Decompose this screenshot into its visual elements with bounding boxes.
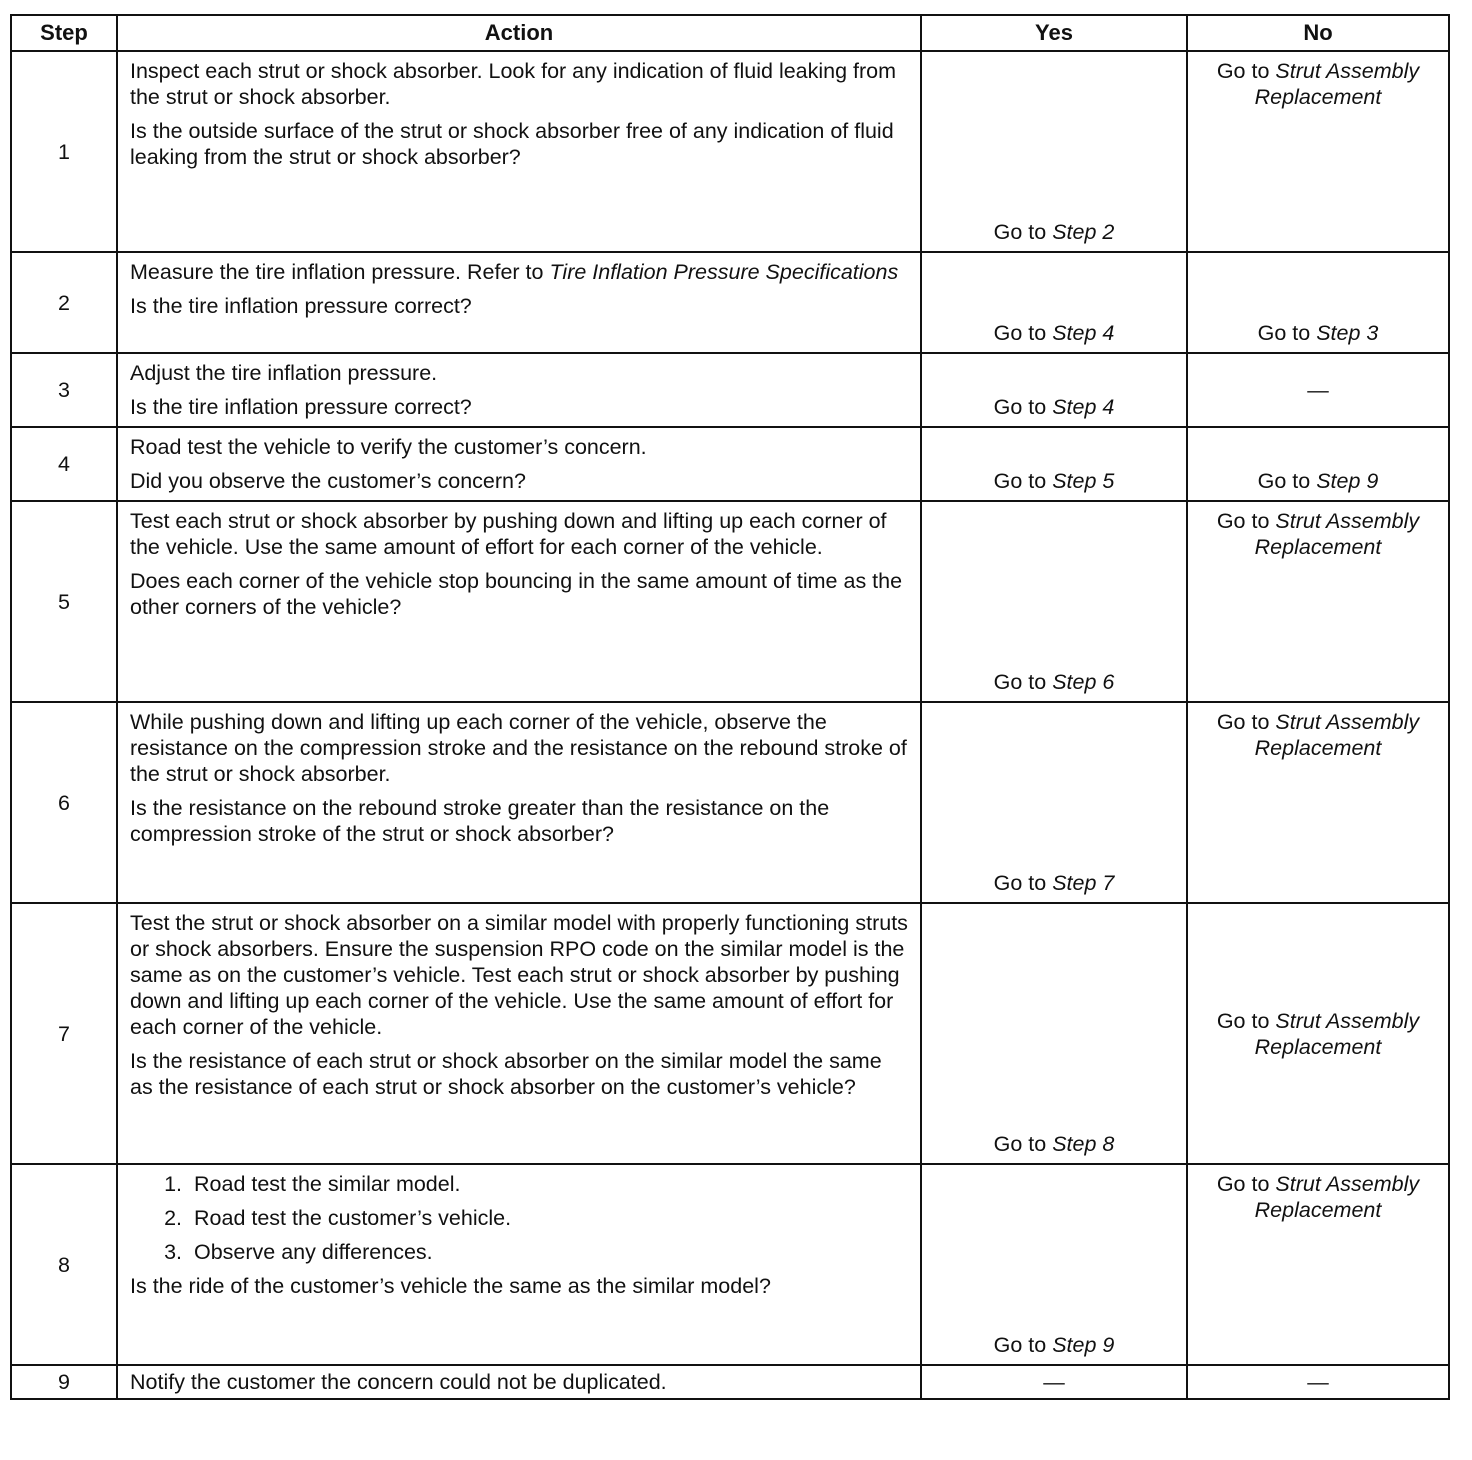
yes-step-link[interactable]: Step 2 bbox=[1052, 220, 1115, 244]
action-cell bbox=[117, 353, 921, 427]
action-instruction: Adjust the tire inflation pressure. bbox=[130, 361, 438, 385]
yes-prefix: Go to bbox=[993, 871, 1047, 895]
yes-step-link[interactable]: Step 9 bbox=[1052, 1333, 1115, 1357]
action-question: Is the outside surface of the strut or shock absorber free of any indication of fluid leaking from the strut or shock absorber? bbox=[130, 119, 894, 169]
list-item: 1. Road test the similar model. bbox=[188, 1171, 910, 1197]
step-number: 1 bbox=[11, 51, 117, 252]
header-yes: Yes bbox=[921, 15, 1187, 51]
step-number: 4 bbox=[11, 427, 117, 501]
step-number: 9 bbox=[11, 1365, 117, 1399]
no-cell bbox=[1187, 903, 1449, 1164]
spec-reference-link[interactable]: Tire Inflation Pressure Specifications bbox=[549, 260, 899, 284]
no-cell bbox=[1187, 427, 1449, 501]
no-cell bbox=[1187, 501, 1449, 702]
yes-cell bbox=[921, 501, 1187, 702]
yes-cell bbox=[921, 427, 1187, 501]
yes-cell bbox=[921, 903, 1187, 1164]
no-reference-link[interactable]: Strut Assembly Replacement bbox=[1254, 1008, 1420, 1059]
yes-cell bbox=[921, 51, 1187, 252]
step-number: 2 bbox=[11, 252, 117, 353]
no-step-link[interactable]: Step 9 bbox=[1316, 469, 1379, 493]
no-cell-empty: — bbox=[1187, 353, 1449, 427]
yes-prefix: Go to bbox=[993, 220, 1047, 244]
table-row bbox=[11, 427, 1449, 501]
action-instruction: Test the strut or shock absorber on a similar model with properly functioning struts or shock absorbers. Ensure the suspension RPO code on the similar model is the same as on the customer’s vehicle. Test each strut or shock absorber by pushing down and lifting up each corner of the vehicle. Use the same amount of effort for each corner of the vehicle. bbox=[130, 911, 908, 1039]
step-number: 5 bbox=[11, 501, 117, 702]
header-step: Step bbox=[11, 15, 117, 51]
no-cell bbox=[1187, 252, 1449, 353]
yes-cell bbox=[921, 353, 1187, 427]
action-cell bbox=[117, 903, 921, 1164]
table-row bbox=[11, 1164, 1449, 1365]
no-cell-empty: — bbox=[1187, 1365, 1449, 1399]
yes-prefix: Go to bbox=[993, 1132, 1047, 1156]
no-reference-link[interactable]: Strut Assembly Replacement bbox=[1254, 1172, 1420, 1222]
diagnostic-table-container bbox=[10, 14, 1448, 1400]
action-instruction bbox=[130, 259, 910, 285]
action-question: Is the tire inflation pressure correct? bbox=[130, 294, 472, 318]
table-row bbox=[11, 501, 1449, 702]
yes-step-link[interactable]: Step 4 bbox=[1052, 321, 1115, 345]
action-cell bbox=[117, 252, 921, 353]
action-question: Did you observe the customer’s concern? bbox=[130, 469, 526, 493]
yes-cell bbox=[921, 1164, 1187, 1365]
action-question: Does each corner of the vehicle stop bouncing in the same amount of time as the other corners of the vehicle? bbox=[130, 569, 903, 619]
action-instruction: Inspect each strut or shock absorber. Look for any indication of fluid leaking from the strut or shock absorber. bbox=[130, 59, 897, 109]
header-no: No bbox=[1187, 15, 1449, 51]
step-number: 7 bbox=[11, 903, 117, 1164]
yes-cell bbox=[921, 252, 1187, 353]
action-question: Is the resistance on the rebound stroke greater than the resistance on the compression stroke of the strut or shock absorber? bbox=[130, 796, 830, 846]
step-number: 3 bbox=[11, 353, 117, 427]
table-row bbox=[11, 702, 1449, 903]
no-reference-link[interactable]: Strut Assembly Replacement bbox=[1254, 509, 1420, 559]
yes-step-link[interactable]: Step 4 bbox=[1052, 395, 1115, 419]
action-cell bbox=[117, 51, 921, 252]
no-prefix: Go to bbox=[1216, 1172, 1270, 1196]
action-instruction: While pushing down and lifting up each corner of the vehicle, observe the resistance on the compression stroke and the resistance on the rebound stroke of the strut or shock absorber. bbox=[130, 710, 907, 786]
action-instruction: Notify the customer the concern could not be duplicated. bbox=[130, 1370, 667, 1394]
yes-prefix: Go to bbox=[993, 469, 1047, 493]
list-item: 3. Observe any differences. bbox=[188, 1239, 910, 1265]
table-row bbox=[11, 903, 1449, 1164]
yes-step-link[interactable]: Step 7 bbox=[1052, 871, 1115, 895]
action-cell bbox=[117, 1365, 921, 1399]
action-instruction: Test each strut or shock absorber by pushing down and lifting up each corner of the vehicle. Use the same amount of effort for each corner of the vehicle. bbox=[130, 509, 887, 559]
no-prefix: Go to bbox=[1216, 509, 1270, 533]
step-number: 8 bbox=[11, 1164, 117, 1365]
no-step-link[interactable]: Step 3 bbox=[1316, 321, 1379, 345]
yes-cell bbox=[921, 702, 1187, 903]
action-question: Is the resistance of each strut or shock absorber on the similar model the same as the resistance of each strut or shock absorber on the customer’s vehicle? bbox=[130, 1049, 882, 1099]
action-cell bbox=[117, 501, 921, 702]
no-prefix: Go to bbox=[1257, 321, 1311, 345]
header-row bbox=[11, 15, 1449, 51]
no-prefix: Go to bbox=[1216, 59, 1270, 83]
header-action: Action bbox=[117, 15, 921, 51]
no-prefix: Go to bbox=[1216, 710, 1270, 734]
table-row bbox=[11, 1365, 1449, 1399]
action-cell bbox=[117, 427, 921, 501]
action-cell bbox=[117, 702, 921, 903]
no-prefix: Go to bbox=[1257, 469, 1311, 493]
action-instruction: Road test the vehicle to verify the customer’s concern. bbox=[130, 435, 647, 459]
action-question: Is the tire inflation pressure correct? bbox=[130, 395, 472, 419]
yes-prefix: Go to bbox=[993, 321, 1047, 345]
step-number: 6 bbox=[11, 702, 117, 903]
action-steps-list bbox=[130, 1171, 910, 1265]
yes-prefix: Go to bbox=[993, 670, 1047, 694]
table-row bbox=[11, 51, 1449, 252]
no-cell bbox=[1187, 702, 1449, 903]
no-cell bbox=[1187, 1164, 1449, 1365]
yes-prefix: Go to bbox=[993, 1333, 1047, 1357]
yes-step-link[interactable]: Step 6 bbox=[1052, 670, 1115, 694]
no-reference-link[interactable]: Strut Assembly Replacement bbox=[1254, 710, 1420, 760]
no-cell bbox=[1187, 51, 1449, 252]
no-prefix: Go to bbox=[1216, 1008, 1270, 1033]
diagnostic-table bbox=[10, 14, 1450, 1400]
list-item: 2. Road test the customer’s vehicle. bbox=[188, 1205, 910, 1231]
table-row bbox=[11, 252, 1449, 353]
yes-step-link[interactable]: Step 8 bbox=[1052, 1132, 1115, 1156]
action-cell bbox=[117, 1164, 921, 1365]
no-reference-link[interactable]: Strut Assembly Replacement bbox=[1254, 59, 1420, 109]
action-instruction-text: Measure the tire inflation pressure. Refer to bbox=[130, 260, 544, 284]
action-question: Is the ride of the customer’s vehicle the same as the similar model? bbox=[130, 1274, 771, 1298]
yes-step-link[interactable]: Step 5 bbox=[1052, 469, 1115, 493]
yes-cell-empty: — bbox=[921, 1365, 1187, 1399]
table-row bbox=[11, 353, 1449, 427]
yes-prefix: Go to bbox=[993, 395, 1047, 419]
